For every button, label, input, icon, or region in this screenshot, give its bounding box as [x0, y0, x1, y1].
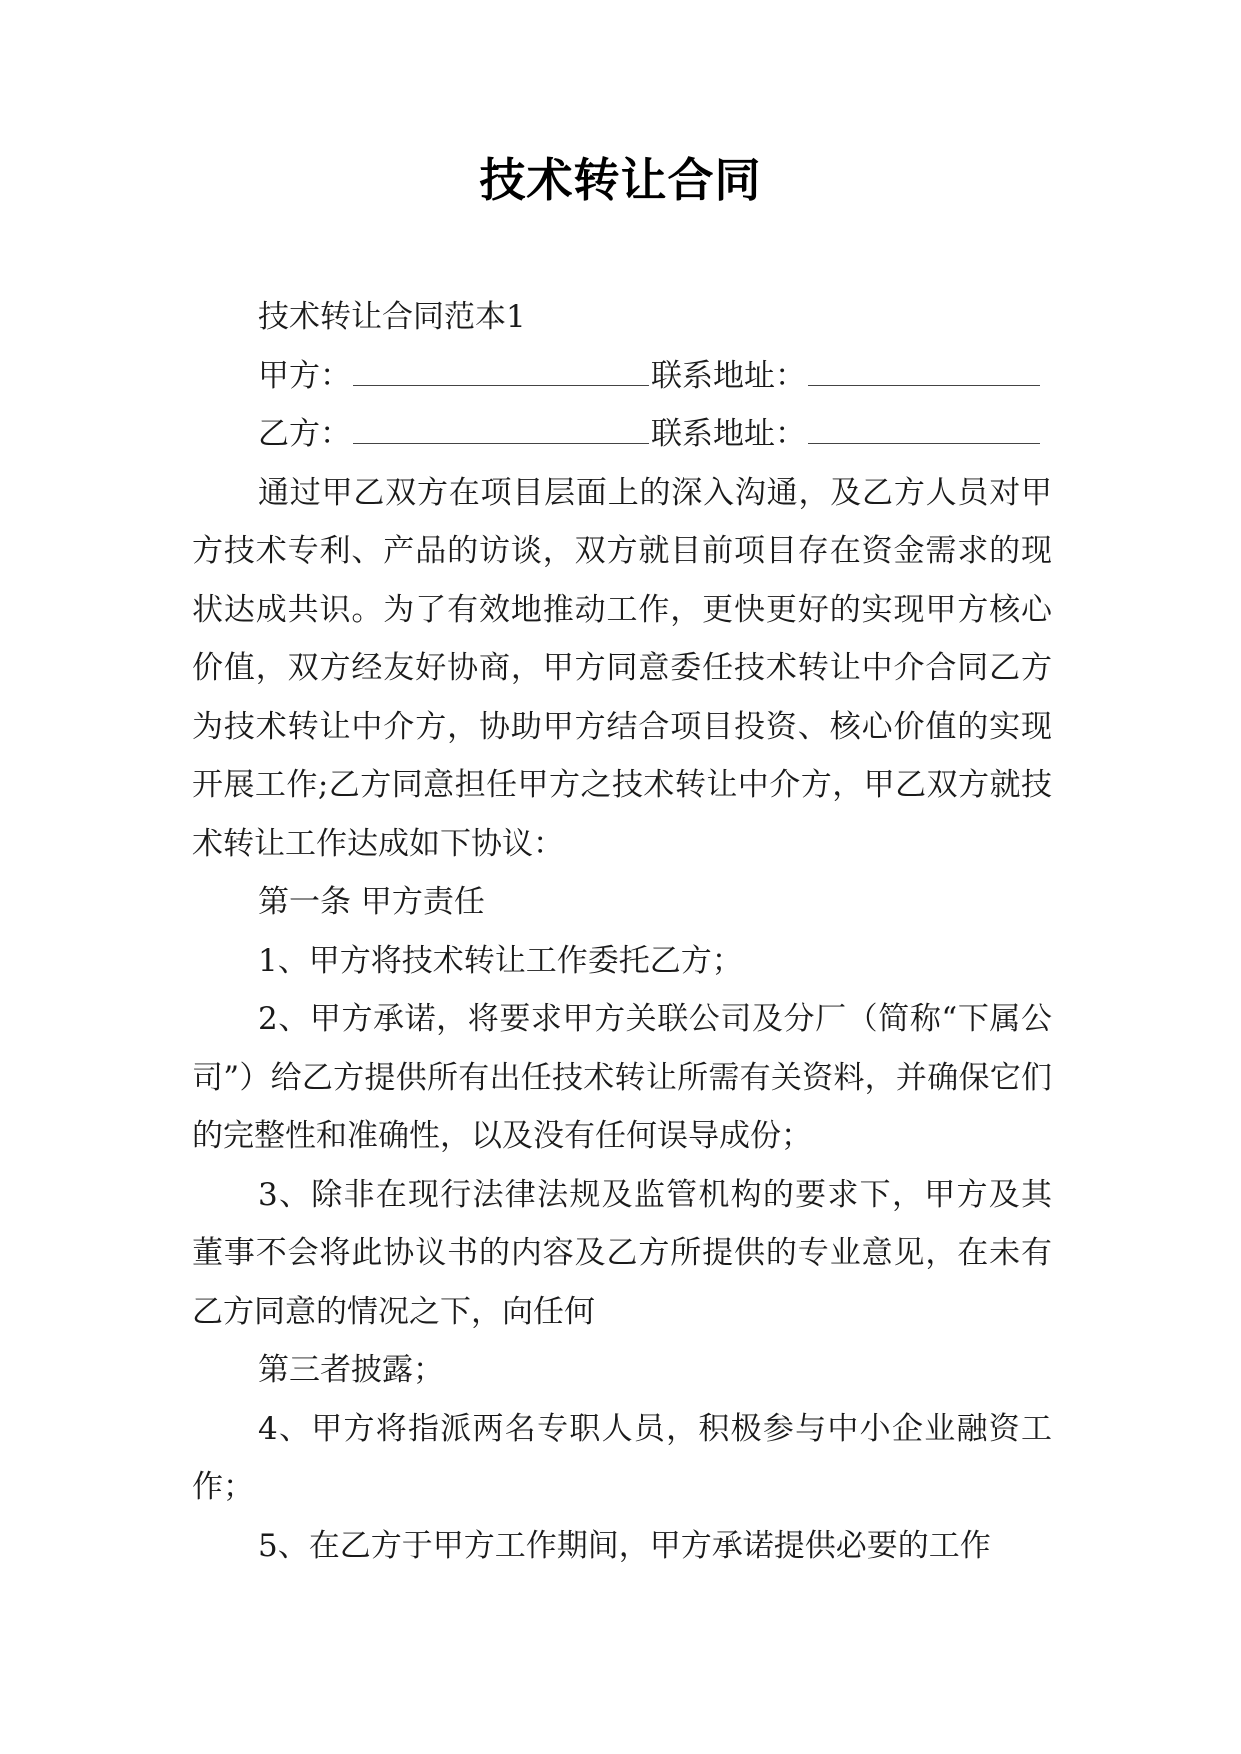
party-b-address-label: 联系地址： [651, 416, 806, 452]
clause-1: 1、甲方将技术转让工作委托乙方； [258, 942, 743, 979]
party-a-address-blank [808, 357, 1040, 386]
contract-template-heading: 技术转让合同范本1 [258, 299, 526, 335]
document-title: 技术转让合同 [479, 153, 762, 207]
clause-2: 2、甲方承诺，将要求甲方关联公司及分厂（简称“下属公司”）给乙方提供所有出任技术转让所需有关资料，并确保它们的完整性和准确性，以及没有任何误导成份； [192, 1001, 1052, 1154]
party-b-name-blank [353, 415, 649, 444]
article-1-heading: 第一条 甲方责任 [258, 884, 485, 920]
clause-3: 3、除非在现行法律法规及监管机构的要求下，甲方及其董事不会将此协议书的内容及乙方所提供的专业意见，在未有乙方同意的情况之下，向任何 [192, 1176, 1052, 1330]
clause-5: 5、在乙方于甲方工作期间，甲方承诺提供必要的工作 [258, 1527, 991, 1564]
party-b-label: 乙方： [258, 416, 351, 452]
party-a-name-blank [353, 357, 649, 386]
intro-paragraph: 通过甲乙双方在项目层面上的深入沟通，及乙方人员对甲方技术专利、产品的访谈，双方就目前项目存在资金需求的现状达成共识。为了有效地推动工作，更快更好的实现甲方核心价值，双方经友好协商，甲方同意委任技术转让中介合同乙方为技术转让中介方，协助甲方结合项目投资、核心价值的实现开展工作;乙方同意担任甲方之技术转让中介方，甲乙双方就技术转让工作达成如下协议： [192, 474, 1052, 862]
party-a-label: 甲方： [258, 357, 351, 394]
clause-4: 4、甲方将指派两名专职人员，积极参与中小企业融资工作； [192, 1410, 1052, 1505]
party-b-line [192, 405, 1052, 464]
party-b-address-blank [808, 415, 1040, 444]
party-a-address-label: 联系地址： [651, 357, 806, 394]
party-a-line [192, 347, 1052, 406]
clause-3-continuation: 第三者披露； [258, 1352, 444, 1388]
document-body [192, 288, 1052, 1575]
